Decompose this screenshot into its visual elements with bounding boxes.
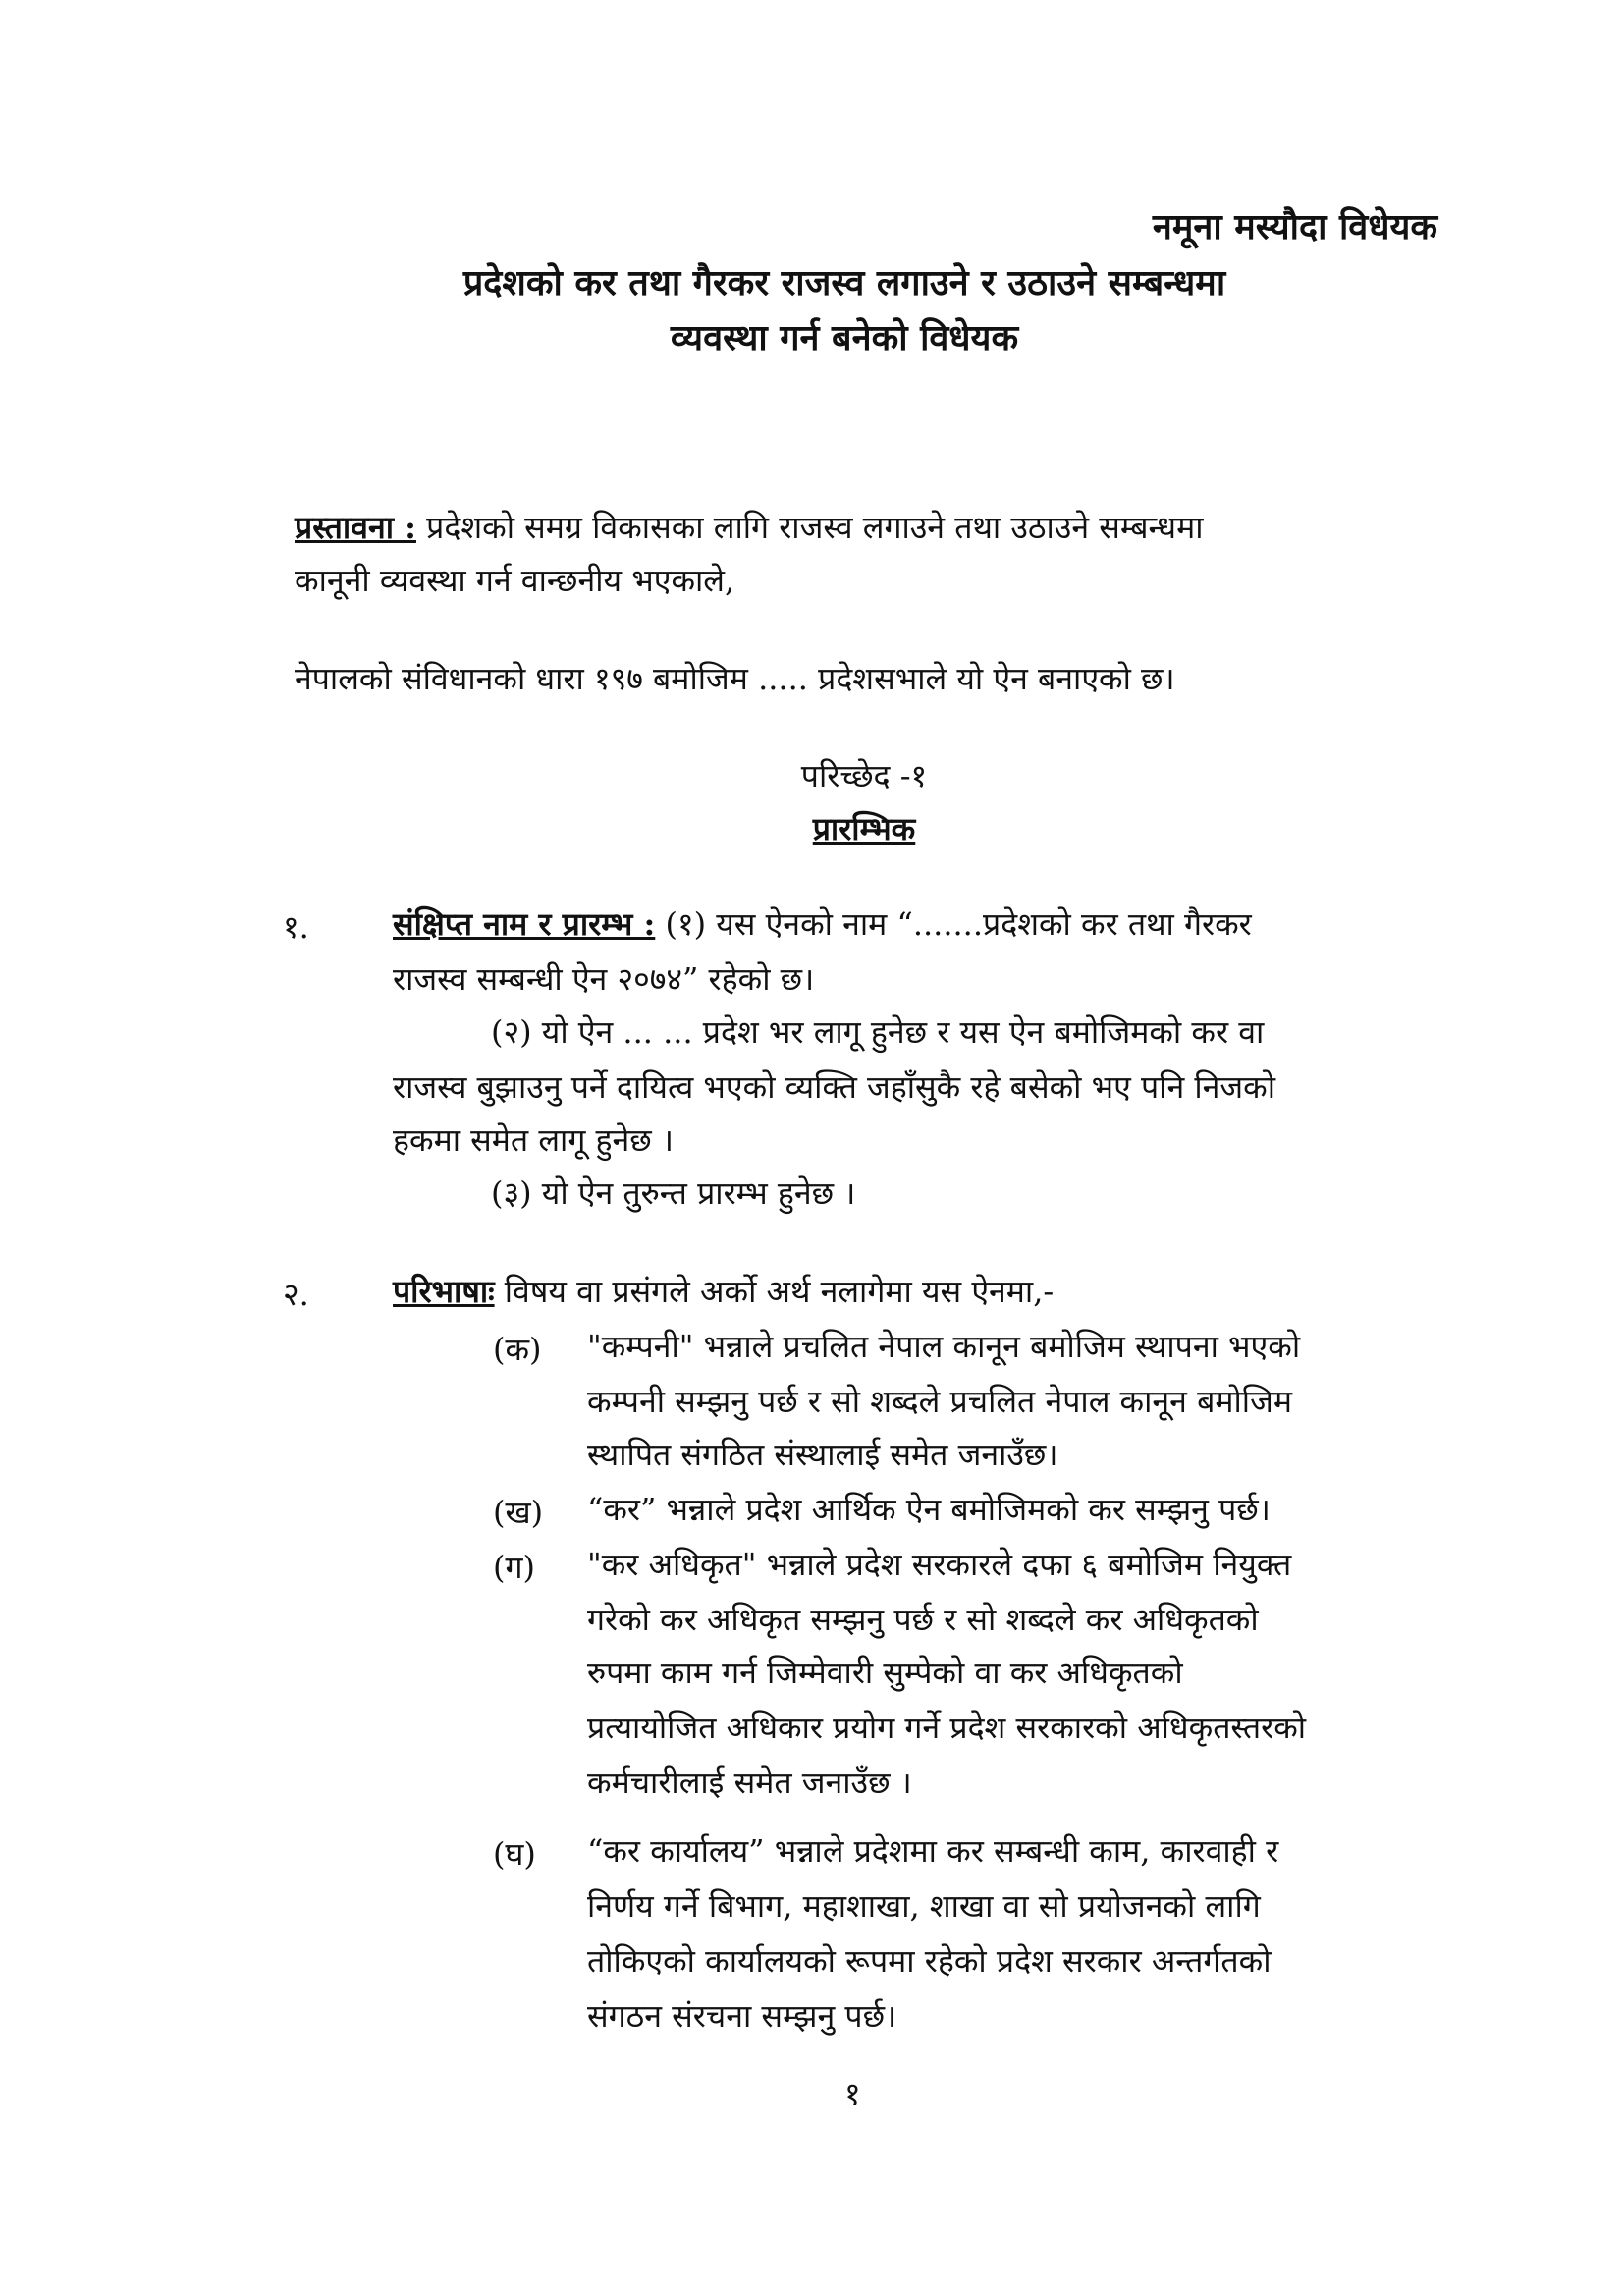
section2-heading: परिभाषाः [393, 1273, 495, 1310]
section1-number: १. [283, 908, 309, 946]
section1-line2: राजस्व सम्बन्धी ऐन २०७४” रहेको छ। [393, 960, 815, 998]
chapter-number: परिच्छेद -१ [800, 757, 928, 794]
definition-label-kha: (ख) [493, 1494, 544, 1531]
definition-ga-line1: "कर अधिकृत" भन्नाले प्रदेश सरकारले दफा ६ बमोजिम नियुक्त [587, 1546, 1292, 1583]
definition-ka-line1: "कम्पनी" भन्नाले प्रचलित नेपाल कानून बमोजिम स्थापना भएको [587, 1328, 1301, 1365]
section1-line6: (३) यो ऐन तुरुन्त प्रारम्भ हुनेछ । [491, 1175, 856, 1212]
definition-ka-line3: स्थापित संगठित संस्थालाई समेत जनाउँछ। [587, 1436, 1058, 1473]
bill-title-line2: व्यवस्था गर्न बनेको विधेयक [670, 317, 1019, 358]
definition-ga-line2: गरेको कर अधिकृत सम्झनु पर्छ र सो शब्दले कर अधिकृतको [587, 1601, 1259, 1638]
definition-gha-line1: “कर कार्यालय” भन्नाले प्रदेशमा कर सम्बन्धी काम, कारवाही र [587, 1832, 1279, 1870]
preamble-line1 [295, 509, 1204, 546]
enactment-clause: नेपालको संविधानको धारा १९७ बमोजिम ..... प्रदेशसभाले यो ऐन बनाएको छ। [295, 660, 1175, 697]
definition-ga-line3: रुपमा काम गर्न जिम्मेवारी सुम्पेको वा कर अधिकृतको [587, 1654, 1183, 1691]
definition-label-ka: (क) [493, 1331, 542, 1368]
definition-gha-line2: निर्णय गर्ने बिभाग, महाशाखा, शाखा वा सो प्रयोजनको लागि [587, 1887, 1261, 1925]
section1-line4: राजस्व बुझाउनु पर्ने दायित्व भएको व्यक्ति जहाँसुकै रहे बसेको भए पनि निजको [393, 1068, 1276, 1106]
definition-ga-line4: प्रत्यायोजित अधिकार प्रयोग गर्ने प्रदेश सरकारको अधिकृतस्तरको [587, 1709, 1307, 1746]
definition-gha-line3: तोकिएको कार्यालयको रूपमा रहेको प्रदेश सरकार अन्तर्गतको [587, 1942, 1272, 1980]
definition-label-ga: (ग) [493, 1549, 535, 1586]
definition-label-gha: (घ) [493, 1835, 536, 1873]
section1-text-1: (१) यस ऐनको नाम “.......प्रदेशको कर तथा गैरकर [665, 905, 1252, 943]
preamble-label: प्रस्तावना : [295, 509, 416, 546]
definition-kha-line1: “कर” भन्नाले प्रदेश आर्थिक ऐन बमोजिमको कर सम्झनु पर्छ। [587, 1491, 1271, 1528]
section2-intro-line [393, 1273, 1054, 1310]
section1-line3: (२) यो ऐन ... ... प्रदेश भर लागू हुनेछ र यस ऐन बमोजिमको कर वा [491, 1013, 1265, 1051]
definition-gha-line4: संगठन संरचना सम्झनु पर्छ। [587, 1997, 897, 2035]
section1-heading: संक्षिप्त नाम र प्रारम्भ : [393, 905, 656, 943]
bill-title-line1: प्रदेशको कर तथा गैरकर राजस्व लगाउने र उठाउने सम्बन्धमा [462, 262, 1226, 303]
page-number: १ [844, 2075, 861, 2112]
definition-ga-line5: कर्मचारीलाई समेत जनाउँछ । [587, 1764, 912, 1801]
section2-intro: विषय वा प्रसंगले अर्को अर्थ नलागेमा यस ऐनमा,- [504, 1273, 1055, 1310]
chapter-title: प्रारम्भिक [812, 810, 916, 847]
preamble-line2: कानूनी व्यवस्था गर्न वान्छनीय भएकाले, [295, 562, 735, 599]
preamble-text-1: प्रदेशको समग्र विकासका लागि राजस्व लगाउने तथा उठाउने सम्बन्धमा [426, 509, 1204, 546]
draft-tag: नमूना मस्यौदा विधेयक [1152, 206, 1437, 247]
definition-ka-line2: कम्पनी सम्झनु पर्छ र सो शब्दले प्रचलित नेपाल कानून बमोजिम [587, 1383, 1292, 1420]
section2-number: २. [283, 1276, 309, 1313]
section1-line1 [393, 905, 1252, 943]
section1-line5: हकमा समेत लागू हुनेछ । [393, 1121, 674, 1159]
